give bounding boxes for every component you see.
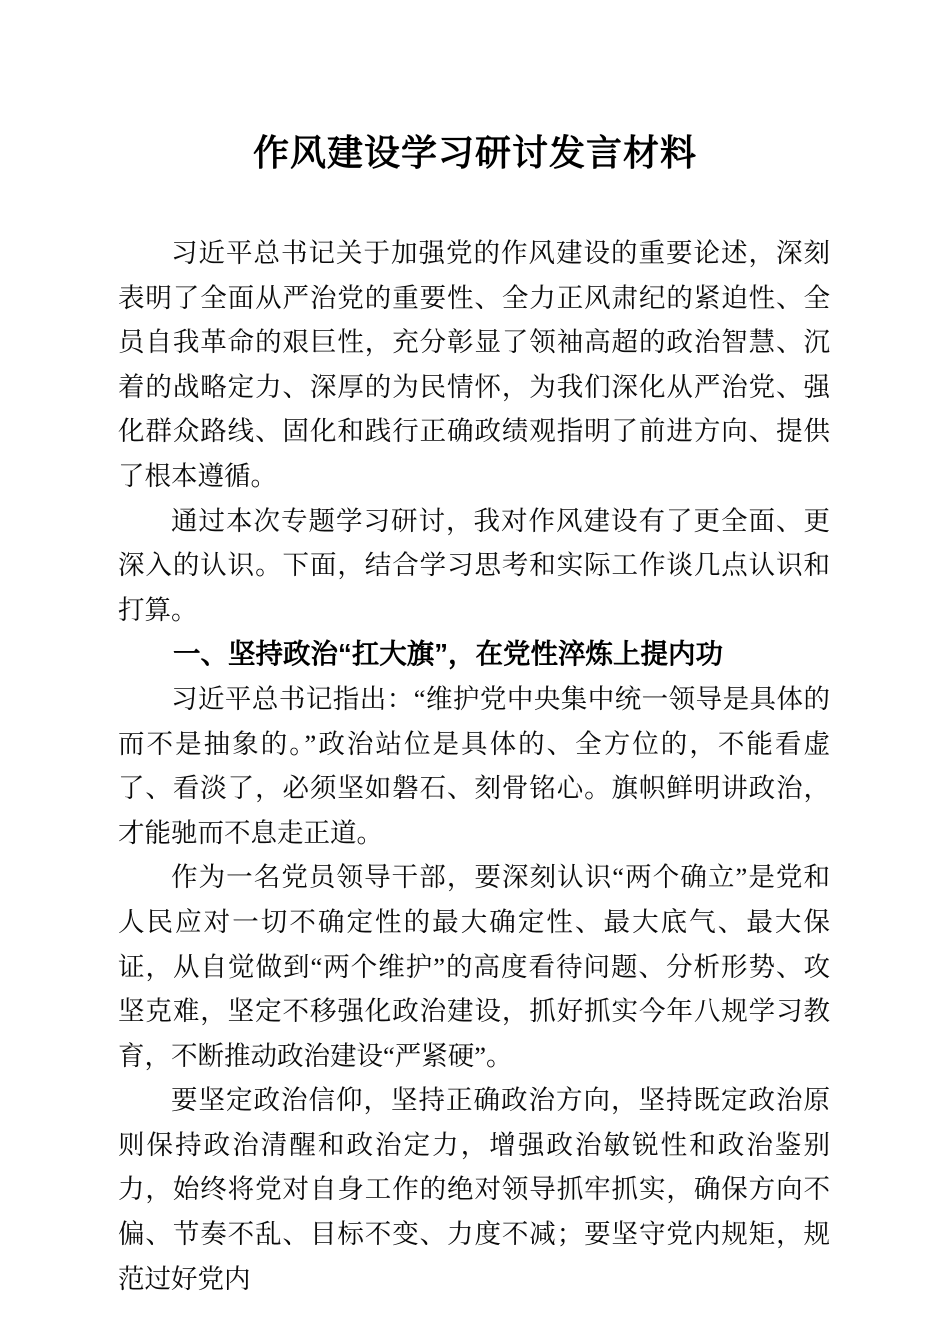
paragraph: 通过本次专题学习研讨，我对作风建设有了更全面、更深入的认识。下面，结合学习思考和实际工作谈几点认识和打算。 bbox=[118, 505, 830, 625]
document-body bbox=[118, 231, 830, 1301]
document-title: 作风建设学习研讨发言材料 bbox=[252, 133, 697, 173]
section-heading: 一、坚持政治“扛大旗”，在党性淬炼上提内功 bbox=[173, 638, 723, 670]
paragraph: 作为一名党员领导干部，要深刻认识“两个确立”是党和人民应对一切不确定性的最大确定性、最大底气、最大保证，从自觉做到“两个维护”的高度看待问题、分析形势、攻坚克难，坚定不移强化政治建设，抓好抓实今年八规学习教育，不断推动政治建设“严紧硬”。 bbox=[118, 862, 830, 1071]
paragraph: 习近平总书记关于加强党的作风建设的重要论述，深刻表明了全面从严治党的重要性、全力正风肃纪的紧迫性、全员自我革命的艰巨性，充分彰显了领袖高超的政治智慧、沉着的战略定力、深厚的为民情怀，为我们深化从严治党、强化群众路线、固化和践行正确政绩观指明了前进方向、提供了根本遵循。 bbox=[118, 238, 830, 491]
paragraph: 要坚定政治信仰，坚持正确政治方向，坚持既定政治原则保持政治清醒和政治定力，增强政治敏锐性和政治鉴别力，始终将党对自身工作的绝对领导抓牢抓实，确保方向不偏、节奏不乱、目标不变、力度不减；要坚守党内规矩，规范过好党内 bbox=[118, 1085, 830, 1294]
paragraph: 习近平总书记指出：“维护党中央集中统一领导是具体的而不是抽象的。”政治站位是具体的、全方位的，不能看虚了、看淡了，必须坚如磐石、刻骨铭心。旗帜鲜明讲政治，才能驰而不息走正道。 bbox=[118, 683, 830, 848]
